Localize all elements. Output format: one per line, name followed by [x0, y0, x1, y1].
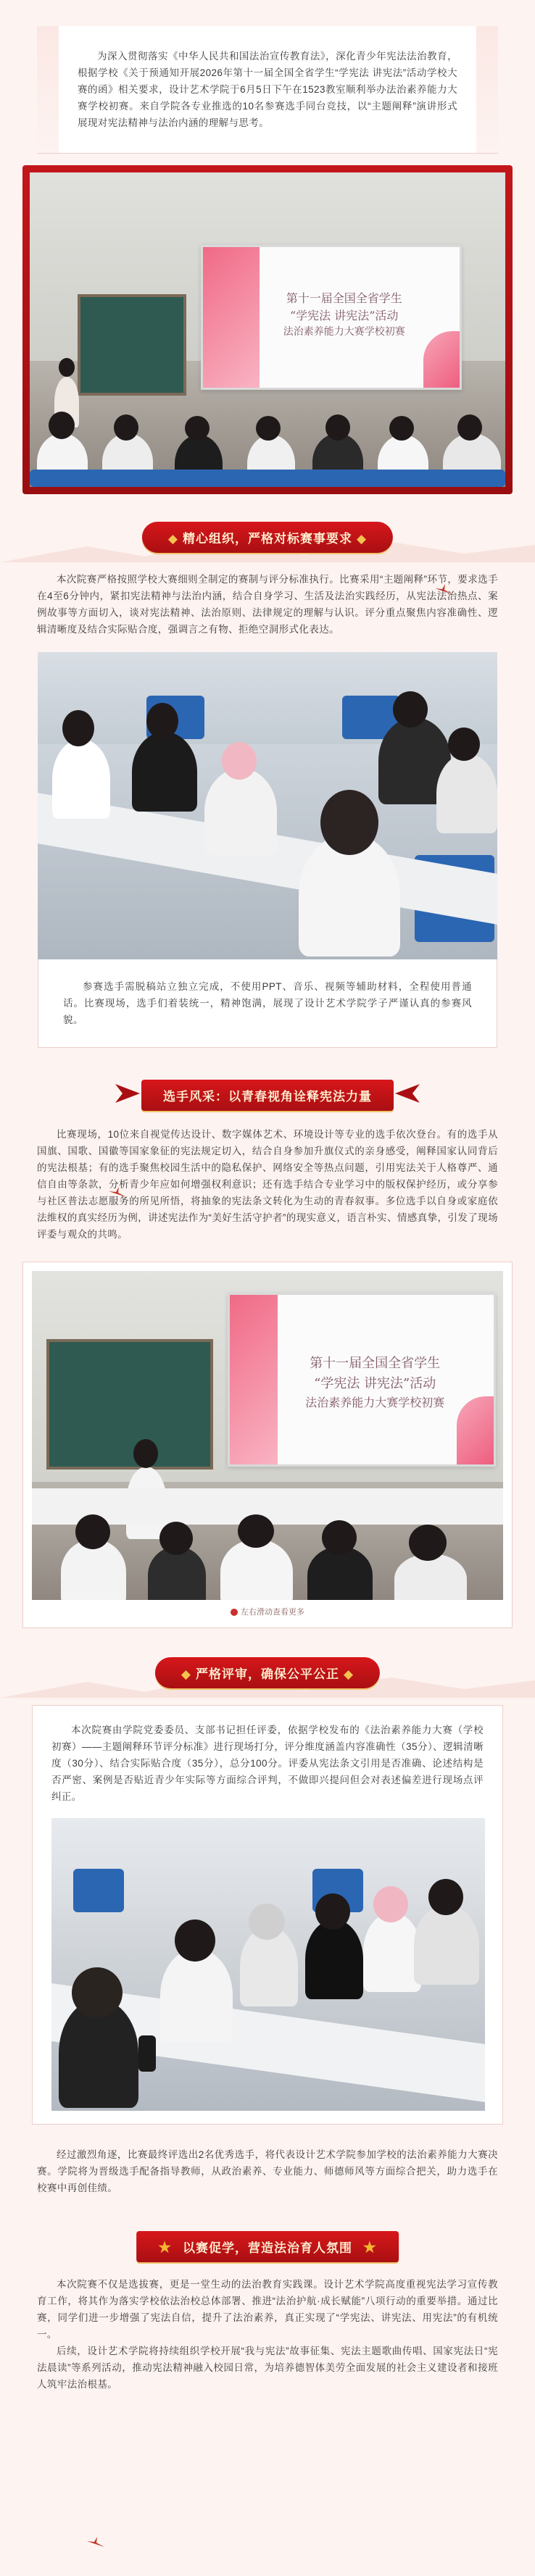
projection-screen: [201, 245, 462, 390]
star-icon: ★: [158, 2238, 173, 2256]
photo-speaker-podium: [32, 1271, 503, 1600]
ribbon-wing-decor: [395, 1084, 420, 1103]
section-heading-ribbon: ◆ 严格评审，确保公平公正 ◆: [155, 1657, 380, 1688]
section4-body: [28, 2272, 507, 2393]
section-heading-text: 以赛促学，营造法治育人氛围: [183, 2241, 352, 2256]
photo-carousel[interactable]: [22, 1262, 513, 1628]
screen-title-line1: 第十一届全国全省学生: [310, 1356, 441, 1371]
photo-judges: [51, 1818, 485, 2111]
section-heading-2: [0, 1070, 535, 1120]
section3-closing-paragraph: 经过激烈角逐，比赛最终评选出2名优秀选手，将代表设计艺术学院参加学校的法治素养能力大赛决赛。学院将为晋级选手配备指导教师，从政治素养、专业能力、师德师风等方面综合把关，助力选手在校赛中再创佳绩。: [37, 2149, 498, 2193]
screen-title-line3: 法治素养能力大赛学校初赛: [283, 326, 405, 338]
ribbon-wing-decor: [115, 1084, 140, 1103]
section-heading-text: 精心组织，严格对标赛事要求: [183, 532, 352, 546]
section3-paragraph: 本次院赛由学院党委委员、支部书记担任评委，依据学校发布的《法治素养能力大赛（学校初赛）——主题阐释环节评分标准》进行现场打分，评分维度涵盖内容准确性（35分）、逻辑清晰度（30分）、结合实际贴合度（35分），总分100分。评委从宪法条文引用是否准确、论述结构是否严密、案例是否贴近青少年实际等方面综合评判，不做即兴提问但会对表述偏差进行现场点评纠正。: [51, 1725, 484, 1802]
swallow-icon: [109, 1187, 126, 1197]
section1-caption-paragraph: 参赛选手需脱稿站立独立完成，不使用PPT、音乐、视频等辅助材料，全程使用普通话。比赛现场，选手们着装统一，精神饱满，展现了设计艺术学院学子严谨认真的参赛风貌。: [63, 981, 472, 1025]
photo-contestants-writing: [38, 652, 497, 959]
section-heading-ribbon: [136, 2231, 399, 2262]
swipe-hint-icon: [231, 1609, 238, 1616]
photo-frame-red: [22, 165, 513, 494]
section-heading-3: [0, 1647, 535, 1698]
intro-paragraph: 为深入贯彻落实《中华人民共和国法治宣传教育法》，深化青少年宪法法治教育，根据学校《关于预通知开展2026年第十一届全国全省学生“学宪法 讲宪法”活动学校大赛的函》相关要求，设计艺术学院于6月5日下午在1523教室顺利举办法治素养能力大赛学校初赛。来自学院各专业推选的10名参赛选手同台竞技，以“主题阐释”演讲形式展现对宪法精神与法治内涵的理解与思考。: [78, 51, 457, 128]
intro-decor-bar: [476, 26, 498, 153]
intro-panel: [37, 26, 498, 154]
section2-body: [28, 1120, 507, 1243]
section-heading-4: [0, 2221, 535, 2272]
section-heading-1: [0, 512, 535, 562]
intro-decor-bar: [37, 26, 59, 153]
section4-paragraph-2: 后续，设计艺术学院将持续组织学校开展“我与宪法”故事征集、宪法主题歌曲传唱、国家宪法日“宪法晨读”等系列活动，推动宪法精神融入校园日常，为培养德智体美劳全面发展的社会主义建设者和接班人筑牢法治根基。: [37, 2346, 498, 2390]
projection-screen: [228, 1293, 496, 1467]
section-heading-ribbon: ◆ 精心组织，严格对标赛事要求 ◆: [142, 522, 393, 553]
section1-caption-panel: [38, 959, 497, 1048]
section1-paragraph: 本次院赛严格按照学校大赛细则全制定的赛制与评分标准执行。比赛采用“主题阐释”环节，要求选手在4至6分钟内，紧扣宪法精神与法治内涵，结合自身学习、生活及法治实践经历，从宪法法治热点、案例故事等方面切入，谈对宪法精神、法治原则、法律规定的理解与认识。评分重点聚焦内容准确性、逻辑清晰度及结合实际贴合度，强调言之有物、拒绝空洞形式化表达。: [37, 574, 498, 635]
section1-body: [28, 562, 507, 638]
section-heading-text: 严格评审，确保公平公正: [196, 1667, 339, 1682]
section-heading-ribbon: [141, 1080, 394, 1111]
carousel-hint: [32, 1606, 503, 1617]
section3-closing: [28, 2125, 507, 2196]
section2-paragraph: 比赛现场，10位来自视觉传达设计、数字媒体艺术、环境设计等专业的选手依次登台。有的选手从国旗、国歌、国徽等国家象征的宪法规定切入，结合自身参加升旗仪式的亲身感受，阐释国家认同背后的宪法根基；有的选手聚焦校园生活中的隐私保护、网络安全等热点问题，引用宪法关于人格尊严、通信自由等条款，分析青少年应如何增强权利意识；还有选手结合专业学习中的版权保护经历，或分享参与社区普法志愿服务的所见所悟，将抽象的宪法条文转化为生动的青春叙事。多位选手以自身或家庭依法维权的真实经历为例，讲述宪法作为“美好生活守护者”的现实意义，语言朴实、情感真挚，引发了现场评委与观众的共鸣。: [37, 1129, 498, 1240]
section3-panel: [32, 1705, 503, 2125]
screen-title-line2: “学宪法 讲宪法”活动: [289, 309, 399, 322]
swallow-icon: [435, 584, 452, 594]
screen-title-line2: “学宪法 讲宪法”活动: [314, 1376, 436, 1391]
section-heading-text: 选手风采：以青春视角诠释宪法力量: [163, 1090, 372, 1104]
star-icon: ★: [362, 2238, 377, 2256]
article-page: [0, 26, 535, 2443]
screen-title-line3: 法治素养能力大赛学校初赛: [305, 1396, 445, 1409]
swallow-icon: [87, 2537, 104, 2547]
carousel-hint-text: 左右滑动查看更多: [241, 1608, 304, 1617]
photo-classroom-screen: [30, 172, 505, 487]
section4-paragraph-1: 本次院赛不仅是选拔赛，更是一堂生动的法治教育实践课。设计艺术学院高度重视宪法学习宣传教育工作，将其作为落实学校依法治校总体部署、推进“法治护航·成长赋能”八项行动的重要举措。通过比赛，同学们进一步增强了宪法自信，提升了法治素养，真正实现了“学宪法、讲宪法、用宪法”的有机统一。: [37, 2279, 498, 2340]
footer-spacer: [0, 2393, 535, 2443]
screen-title-line1: 第十一届全国全省学生: [286, 291, 402, 305]
